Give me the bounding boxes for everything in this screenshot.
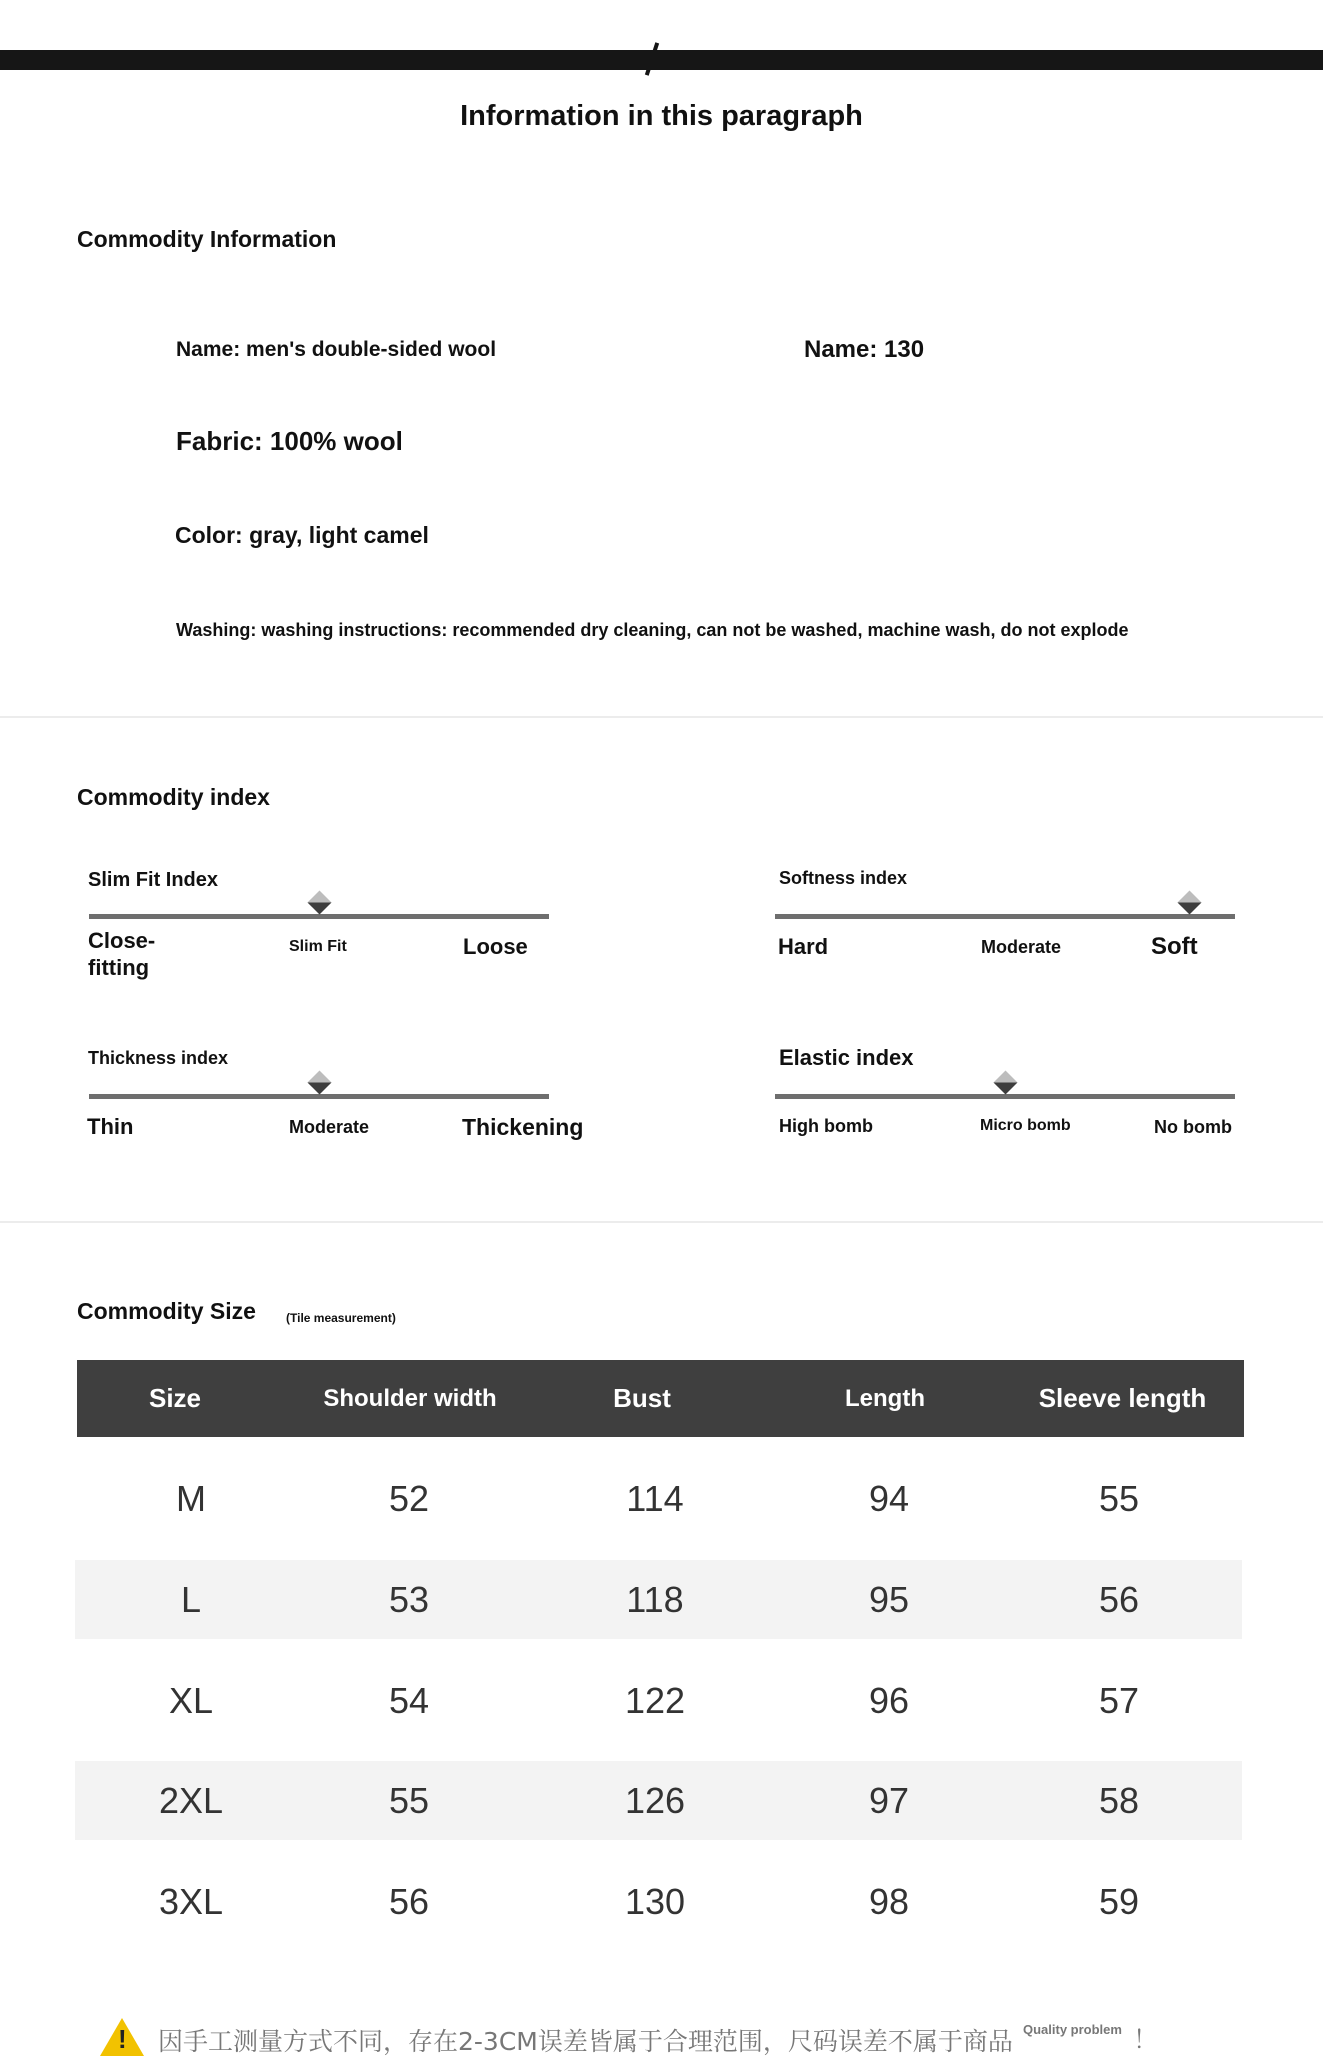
- cell-size: 2XL: [158, 1780, 224, 1821]
- measurement-notice: 因手工测量方式不同，存在2-3CM误差皆属于合理范围，尺码误差不属于商品: [158, 2027, 1013, 2056]
- measurement-notice-end: ！: [1133, 2026, 1159, 2054]
- elastic-label-low: High bomb: [779, 1116, 873, 1136]
- cell-size: XL: [168, 1680, 214, 1721]
- col-header-shoulder-width: Shoulder width: [323, 1385, 497, 1412]
- thickness-label-mid: Moderate: [289, 1117, 370, 1137]
- slim-fit-label-high: Loose: [463, 934, 528, 959]
- cell-size: 3XL: [158, 1881, 224, 1922]
- cell-length: 95: [868, 1579, 910, 1620]
- cell-shoulder: 52: [388, 1478, 430, 1519]
- col-header-sleeve-length: Sleeve length: [1038, 1383, 1207, 1413]
- index-section-title: Commodity index: [77, 784, 270, 810]
- page-title: Information in this paragraph: [460, 100, 863, 132]
- softness-label-high: Soft: [1151, 933, 1198, 960]
- cell-bust: 126: [624, 1780, 686, 1821]
- size-note: (Tile measurement): [286, 1311, 396, 1325]
- cell-sleeve: 57: [1098, 1680, 1140, 1721]
- cell-sleeve: 58: [1098, 1780, 1140, 1821]
- info-color: Color: gray, light camel: [175, 522, 429, 548]
- col-header-bust: Bust: [613, 1383, 671, 1413]
- slim-fit-title: Slim Fit Index: [88, 869, 219, 891]
- cell-length: 96: [868, 1680, 910, 1721]
- size-section-title: Commodity Size: [77, 1298, 256, 1324]
- col-header-length: Length: [845, 1385, 925, 1412]
- cell-bust: 122: [624, 1680, 686, 1721]
- cell-shoulder: 54: [388, 1680, 430, 1721]
- cell-sleeve: 55: [1098, 1478, 1140, 1519]
- cell-shoulder: 53: [388, 1579, 430, 1620]
- info-name: Name: men's double-sided wool: [176, 338, 497, 361]
- cell-shoulder: 55: [388, 1780, 430, 1821]
- elastic-title: Elastic index: [779, 1045, 914, 1070]
- cell-shoulder: 56: [388, 1881, 430, 1922]
- softness-track: [775, 914, 1235, 919]
- cell-sleeve: 56: [1098, 1579, 1140, 1620]
- info-name-code: Name: 130: [804, 336, 925, 363]
- elastic-label-high: No bomb: [1154, 1117, 1232, 1137]
- softness-label-mid: Moderate: [981, 937, 1062, 957]
- info-fabric: Fabric: 100% wool: [176, 426, 403, 456]
- thickness-title: Thickness index: [88, 1048, 229, 1068]
- cell-bust: 118: [626, 1579, 684, 1620]
- warning-exclamation-icon: !: [118, 2024, 127, 2054]
- cell-bust: 114: [626, 1478, 684, 1519]
- cell-length: 94: [868, 1478, 910, 1519]
- info-section-title: Commodity Information: [77, 226, 337, 252]
- slim-fit-label-mid: Slim Fit: [289, 938, 347, 955]
- cell-sleeve: 59: [1098, 1881, 1140, 1922]
- cell-length: 98: [868, 1881, 910, 1922]
- section-divider: [0, 1221, 1323, 1223]
- cell-bust: 130: [624, 1881, 686, 1922]
- cell-size: L: [180, 1579, 202, 1620]
- elastic-label-mid: Micro bomb: [980, 1117, 1071, 1134]
- info-washing: Washing: washing instructions: recommended dry cleaning, can not be washed, machine wash, do not explode: [176, 620, 1129, 640]
- softness-label-low: Hard: [778, 934, 829, 959]
- thickness-label-high: Thickening: [462, 1114, 584, 1140]
- measurement-notice-quality: Quality problem: [1023, 2022, 1122, 2037]
- col-header-size: Size: [148, 1383, 202, 1413]
- top-bar: [0, 50, 1323, 70]
- thickness-label-low: Thin: [87, 1114, 134, 1139]
- section-divider: [0, 716, 1323, 718]
- slim-fit-label-low: Close-fitting: [88, 928, 156, 980]
- cell-length: 97: [868, 1780, 910, 1821]
- cell-size: M: [176, 1478, 206, 1519]
- softness-title: Softness index: [779, 868, 908, 888]
